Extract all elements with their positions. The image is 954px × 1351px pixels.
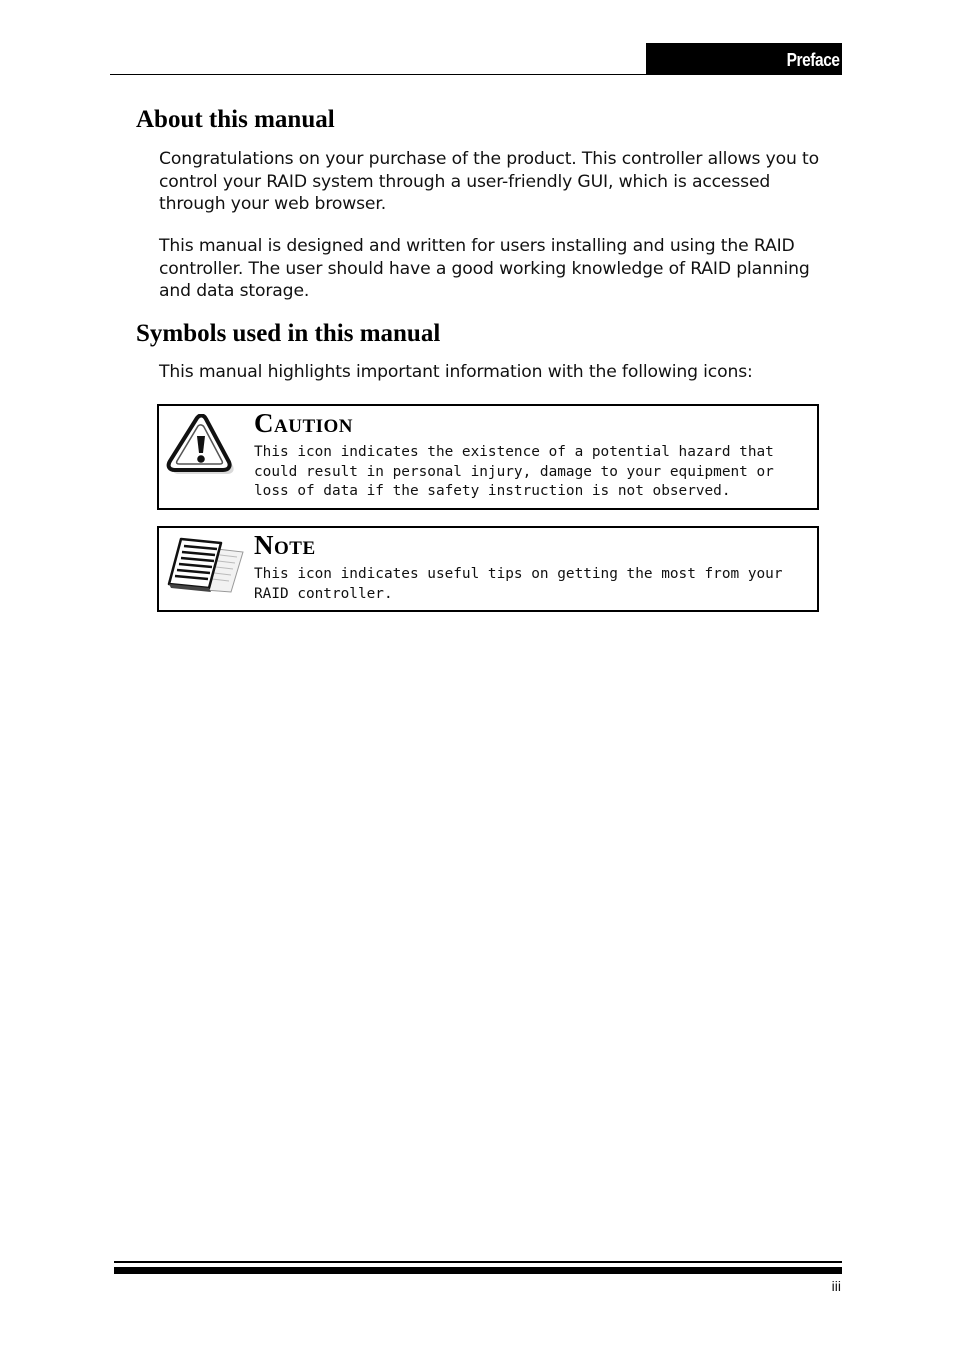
note-callout — [157, 526, 819, 612]
caution-title: Caution — [254, 408, 354, 438]
symbols-intro: This manual highlights important information with the following icons: — [159, 362, 753, 382]
caution-text: This icon indicates the existence of a potential hazard that could result in personal injury, damage to your equipment or loss of data if the safety instruction is not observed. — [254, 444, 774, 499]
page-number: iii — [831, 1278, 841, 1294]
warning-triangle-icon — [165, 414, 237, 480]
section-tab-label: Preface — [787, 50, 840, 70]
section-tab — [646, 43, 842, 75]
caution-callout — [157, 404, 819, 510]
footer-rule-thin — [114, 1261, 842, 1263]
about-paragraph-1: Congratulations on your purchase of the product. This controller allows you to control your RAID system through a user-friendly GUI, which is accessed through your web browser. — [159, 149, 819, 214]
note-text: This icon indicates useful tips on getting the most from your RAID controller. — [254, 566, 783, 602]
about-heading: About this manual — [136, 106, 335, 133]
symbols-heading: Symbols used in this manual — [136, 320, 441, 347]
note-title: Note — [254, 530, 316, 560]
notepad-icon — [165, 536, 245, 600]
header-rule — [110, 74, 646, 75]
about-paragraph-2: This manual is designed and written for users installing and using the RAID controller. The user should have a good working knowledge of RAID planning and data storage. — [159, 236, 810, 301]
footer-rule-thick — [114, 1267, 842, 1274]
